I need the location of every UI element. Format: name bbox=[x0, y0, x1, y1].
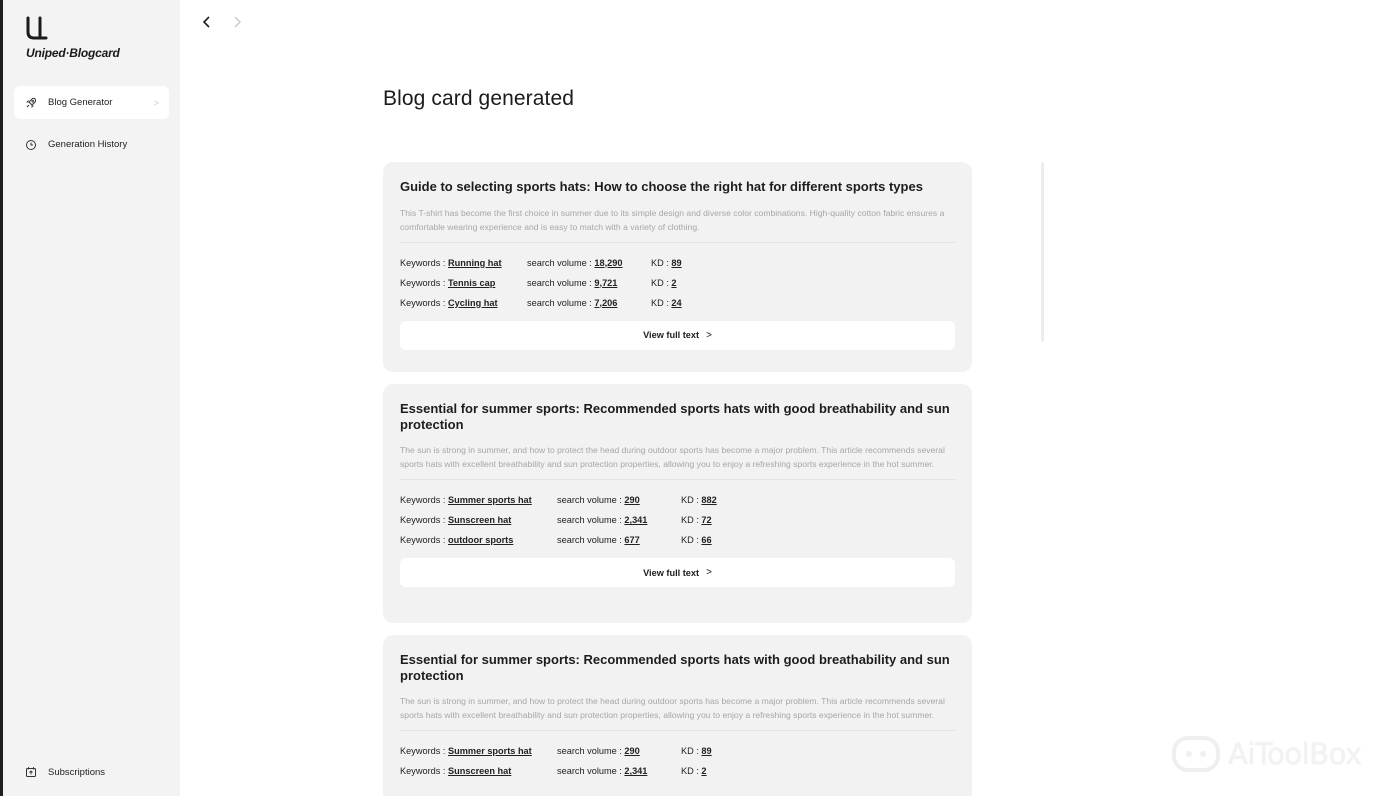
view-full-text-button[interactable] bbox=[400, 321, 955, 350]
chevron-left-icon bbox=[202, 16, 212, 28]
keyword-row bbox=[400, 273, 955, 293]
kd-label: KD : bbox=[681, 535, 702, 545]
volume-label: search volume : bbox=[557, 515, 625, 525]
chevron-right-icon: > bbox=[706, 567, 712, 578]
kd-value: 72 bbox=[701, 515, 712, 525]
watermark-logo-icon bbox=[1172, 734, 1220, 774]
volume-label: search volume : bbox=[557, 746, 625, 756]
kd-value: 89 bbox=[671, 257, 682, 268]
keyword-link[interactable]: Summer sports hat bbox=[448, 495, 532, 505]
card-description: The sun is strong in summer, and how to protect the head during outdoor sports has become a major problem. This article recommends several sports hats with excellent breathability and sun protection properties, allowing you to enjoy a refreshing sports experience in the hot summer. bbox=[400, 445, 945, 469]
volume-label: search volume : bbox=[527, 257, 595, 268]
volume-value: 9,721 bbox=[594, 277, 618, 288]
sidebar-item-subscriptions[interactable] bbox=[14, 757, 105, 787]
back-button[interactable] bbox=[196, 11, 218, 33]
keyword-row bbox=[400, 761, 955, 781]
sidebar-item-label: Generation History bbox=[48, 139, 128, 150]
volume-value: 2,341 bbox=[624, 766, 648, 776]
volume-label: search volume : bbox=[527, 297, 595, 308]
volume-value: 290 bbox=[624, 495, 640, 505]
keyword-label: Keywords : bbox=[400, 277, 448, 288]
kd-label: KD : bbox=[681, 515, 702, 525]
brand-logo-icon bbox=[25, 15, 51, 41]
kd-label: KD : bbox=[681, 766, 702, 776]
kd-value: 2 bbox=[671, 277, 677, 288]
volume-label: search volume : bbox=[557, 766, 625, 776]
sidebar-item-blog-generator[interactable] bbox=[14, 86, 169, 119]
volume-value: 18,290 bbox=[594, 257, 623, 268]
card-title: Guide to selecting sports hats: How to choose the right hat for different sports types bbox=[400, 179, 923, 194]
keyword-row bbox=[400, 253, 955, 273]
card-description: The sun is strong in summer, and how to protect the head during outdoor sports has become a major problem. This article recommends several sports hats with excellent breathability and sun protection properties, allowing you to enjoy a refreshing sports experience in the hot summer. bbox=[400, 696, 945, 720]
kd-value: 24 bbox=[671, 297, 682, 308]
kd-value: 89 bbox=[701, 746, 712, 756]
history-clock-icon bbox=[24, 138, 38, 152]
keyword-label: Keywords : bbox=[400, 297, 448, 308]
view-full-text-label: View full text bbox=[643, 567, 700, 578]
keyword-link[interactable]: Cycling hat bbox=[448, 297, 498, 308]
kd-value: 2 bbox=[701, 766, 707, 776]
volume-value: 7,206 bbox=[594, 297, 618, 308]
card-description: This T-shirt has become the first choice in summer due to its simple design and diverse color combinations. High-quality cotton fabric ensures a comfortable wearing experience and is easy to match with a variety of clothing. bbox=[400, 207, 945, 232]
kd-label: KD : bbox=[651, 297, 672, 308]
card-title: Essential for summer sports: Recommended sports hats with good breathability and sun protection bbox=[400, 401, 950, 432]
kd-value: 66 bbox=[701, 535, 712, 545]
keyword-link[interactable]: Running hat bbox=[448, 257, 502, 268]
keyword-link[interactable]: outdoor sports bbox=[448, 535, 514, 545]
keyword-row bbox=[400, 293, 955, 313]
chevron-right-icon bbox=[232, 16, 242, 28]
volume-value: 677 bbox=[624, 535, 640, 545]
kd-label: KD : bbox=[681, 746, 702, 756]
keyword-label: Keywords : bbox=[400, 535, 448, 545]
divider bbox=[400, 242, 955, 243]
card-title: Essential for summer sports: Recommended sports hats with good breathability and sun protection bbox=[400, 652, 950, 683]
keyword-row bbox=[400, 530, 955, 550]
rocket-icon bbox=[24, 96, 38, 110]
subscription-icon bbox=[24, 765, 38, 779]
keyword-label: Keywords : bbox=[400, 746, 448, 756]
keyword-label: Keywords : bbox=[400, 495, 448, 505]
blog-card bbox=[383, 162, 972, 372]
keyword-label: Keywords : bbox=[400, 766, 448, 776]
view-full-text-label: View full text bbox=[643, 330, 700, 340]
brand-name: Uniped·Blogcard bbox=[26, 46, 120, 60]
sidebar-item-label: Blog Generator bbox=[48, 97, 113, 108]
keyword-row bbox=[400, 741, 955, 761]
keyword-label: Keywords : bbox=[400, 515, 448, 525]
sidebar-item-generation-history[interactable] bbox=[14, 128, 169, 161]
chevron-right-icon: > bbox=[153, 97, 159, 108]
keyword-link[interactable]: Tennis cap bbox=[448, 277, 496, 288]
scrollbar[interactable] bbox=[1041, 162, 1044, 342]
kd-label: KD : bbox=[651, 277, 672, 288]
volume-value: 2,341 bbox=[624, 515, 648, 525]
kd-value: 882 bbox=[701, 495, 717, 505]
kd-label: KD : bbox=[651, 257, 672, 268]
keyword-link[interactable]: Sunscreen hat bbox=[448, 515, 512, 525]
keyword-row bbox=[400, 490, 955, 510]
keyword-row bbox=[400, 510, 955, 530]
blog-card bbox=[383, 384, 972, 623]
volume-label: search volume : bbox=[557, 495, 625, 505]
watermark-text: AiToolBox bbox=[1228, 737, 1362, 771]
keyword-link[interactable]: Sunscreen hat bbox=[448, 766, 512, 776]
keyword-label: Keywords : bbox=[400, 257, 448, 268]
divider bbox=[400, 730, 955, 731]
volume-label: search volume : bbox=[527, 277, 595, 288]
divider bbox=[400, 479, 955, 480]
kd-label: KD : bbox=[681, 495, 702, 505]
chevron-right-icon: > bbox=[706, 329, 712, 341]
sidebar-item-label: Subscriptions bbox=[48, 766, 106, 778]
volume-value: 290 bbox=[624, 746, 640, 756]
watermark bbox=[1172, 734, 1387, 774]
volume-label: search volume : bbox=[557, 535, 625, 545]
blog-card bbox=[383, 635, 972, 796]
keyword-link[interactable]: Summer sports hat bbox=[448, 746, 532, 756]
page-title: Blog card generated bbox=[383, 87, 575, 110]
view-full-text-button[interactable] bbox=[400, 558, 955, 587]
sidebar bbox=[3, 0, 180, 796]
forward-button[interactable] bbox=[226, 11, 248, 33]
